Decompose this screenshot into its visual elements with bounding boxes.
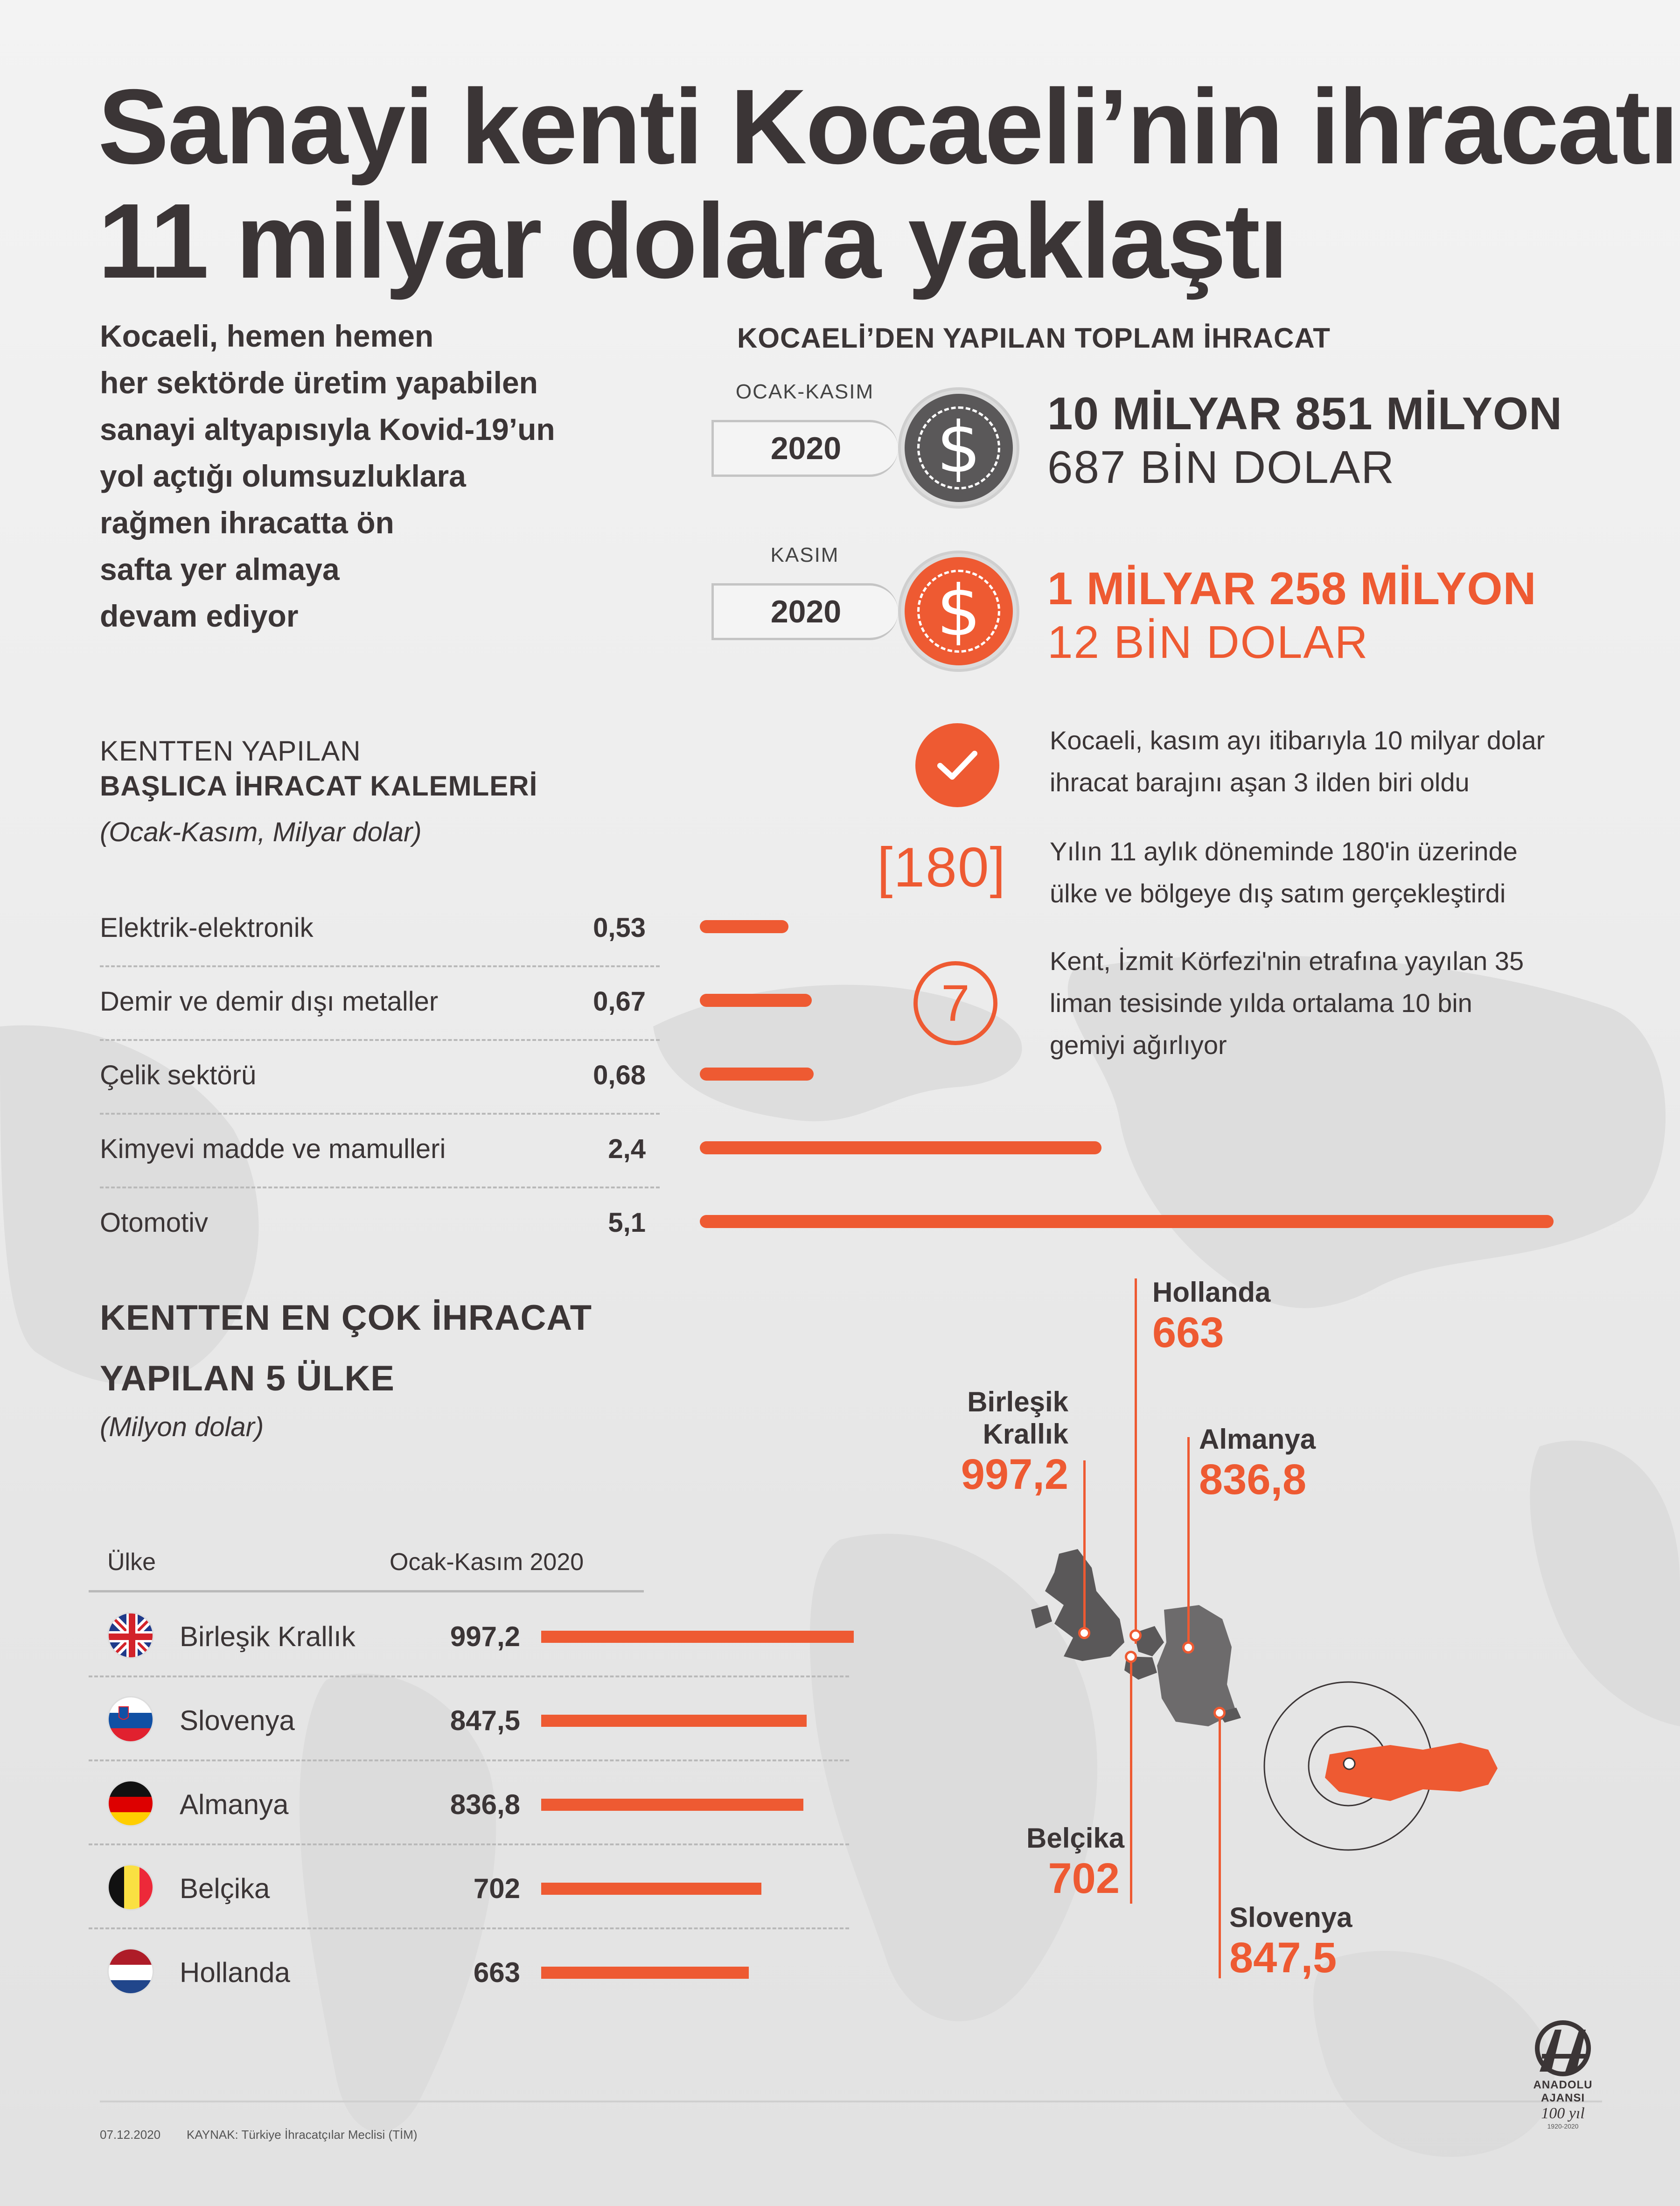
item-name: Otomotiv xyxy=(100,1208,209,1238)
items-chart-subtitle: (Ocak-Kasım, Milyar dolar) xyxy=(100,817,422,847)
belgium-flag-icon xyxy=(107,1864,154,1911)
page-title xyxy=(98,70,1678,299)
item-name: Elektrik-elektronik xyxy=(100,913,314,943)
country-name: Birleşik Krallık xyxy=(180,1621,356,1652)
intro-line: rağmen ihracatta ön xyxy=(100,505,394,540)
countries-chart-subtitle: (Milyon dolar) xyxy=(100,1412,264,1442)
callout-name: Almanya xyxy=(1199,1424,1316,1455)
dollar-symbol: $ xyxy=(917,406,1000,489)
callout-line-hollanda xyxy=(1135,1278,1137,1644)
callout-dot-uk xyxy=(1078,1627,1090,1639)
turkey-shape xyxy=(1325,1743,1498,1801)
germany-shape xyxy=(1157,1605,1236,1726)
year-pill: 2020 xyxy=(711,583,898,640)
uk-shape xyxy=(1031,1549,1124,1661)
callout-value: 836,8 xyxy=(1199,1456,1307,1503)
dollar-coin-orange-icon xyxy=(898,551,1019,672)
fact-line: gemiyi ağırlıyor xyxy=(1050,1030,1227,1060)
footer-date: 07.12.2020 xyxy=(100,2128,161,2142)
uk-flag-icon xyxy=(107,1612,154,1659)
items-chart-title-2: BAŞLICA İHRACAT KALEMLERİ xyxy=(100,770,538,802)
countries-title-line-2: YAPILAN 5 ÜLKE xyxy=(100,1359,395,1398)
item-bar xyxy=(700,1141,1101,1154)
callout-line-uk xyxy=(1083,1460,1086,1633)
intro-line: sanayi altyapısıyla Kovid-19’un xyxy=(100,412,555,447)
callout-hollanda xyxy=(1152,1276,1270,1357)
callout-dot-hollanda xyxy=(1129,1629,1142,1641)
item-bar xyxy=(700,920,788,933)
item-value: 2,4 xyxy=(608,1134,646,1164)
callout-name: Slovenya xyxy=(1229,1902,1352,1933)
europe-map xyxy=(1003,1530,1516,1857)
intro-line: yol açtığı olumsuzluklara xyxy=(100,459,466,493)
item-name: Demir ve demir dışı metaller xyxy=(100,986,439,1017)
country-row xyxy=(89,1929,849,2013)
item-value: 0,53 xyxy=(593,913,646,943)
title-line-1: Sanayi kenti Kocaeli’nin ihracatı xyxy=(98,68,1678,186)
callout-slovenya xyxy=(1229,1901,1352,1983)
callout-almanya xyxy=(1199,1423,1316,1504)
country-value: 997,2 xyxy=(450,1621,520,1652)
period-label: KASIM xyxy=(770,544,839,566)
check-mark-icon xyxy=(936,749,978,782)
item-bar xyxy=(700,994,812,1007)
title-line-2: 11 milyar dolara yaklaştı xyxy=(98,182,1287,300)
fact-line: liman tesisinde yılda ortalama 10 bin xyxy=(1050,988,1472,1018)
item-row xyxy=(100,1188,660,1262)
intro-line: her sektörde üretim yapabilen xyxy=(100,365,538,400)
country-row xyxy=(89,1761,849,1845)
country-value: 663 xyxy=(473,1957,520,1988)
dollar-coin-gray-icon xyxy=(898,387,1019,509)
country-bar xyxy=(541,1883,761,1895)
item-value: 0,67 xyxy=(593,986,646,1017)
period-label: OCAK-KASIM xyxy=(735,380,874,403)
country-value: 836,8 xyxy=(450,1789,520,1820)
callout-birlesik-krallik xyxy=(882,1386,1068,1499)
callout-value: 847,5 xyxy=(1229,1934,1337,1982)
country-bar xyxy=(541,1799,803,1811)
countries-chart-title xyxy=(100,1288,592,1409)
header-divider xyxy=(89,1590,644,1592)
item-row xyxy=(100,967,660,1041)
callout-value: 663 xyxy=(1152,1309,1224,1356)
intro-line: Kocaeli, hemen hemen xyxy=(100,319,434,353)
callout-dot-almanya xyxy=(1182,1641,1194,1654)
callout-name: Belçika xyxy=(1026,1822,1125,1854)
item-bar xyxy=(700,1068,814,1081)
fact-line: Kocaeli, kasım ayı itibarıyla 10 milyar dolar xyxy=(1050,726,1545,755)
callout-line-belcika xyxy=(1130,1656,1132,1904)
item-row xyxy=(100,1041,660,1115)
kocaeli-marker xyxy=(1344,1758,1355,1769)
item-value: 0,68 xyxy=(593,1060,646,1090)
check-icon xyxy=(915,723,999,807)
countries-title-line-1: KENTTEN EN ÇOK İHRACAT xyxy=(100,1298,593,1338)
callout-dot-slovenya xyxy=(1213,1707,1226,1719)
item-row xyxy=(100,1115,660,1188)
intro-paragraph xyxy=(100,313,613,639)
logo-anniversary: 100 yıl xyxy=(1541,2105,1585,2122)
fact-line: Yılın 11 aylık döneminde 180'in üzerinde xyxy=(1050,837,1518,866)
items-chart-title-1: KENTTEN YAPILAN xyxy=(100,735,361,767)
callout-line-almanya xyxy=(1187,1437,1190,1647)
intro-line: safta yer almaya xyxy=(100,552,340,586)
circle-number-icon: 7 xyxy=(913,961,997,1045)
country-bar xyxy=(541,1715,807,1727)
footer-source: KAYNAK: Türkiye İhracatçılar Meclisi (TİM) xyxy=(187,2128,418,2142)
netherlands-flag-icon xyxy=(107,1948,154,1995)
country-name: Almanya xyxy=(180,1789,289,1820)
anadolu-ajansi-logo xyxy=(1519,2020,1607,2130)
fact-text xyxy=(1050,831,1586,915)
logo-years: 1920-2020 xyxy=(1547,2122,1579,2130)
country-name: Hollanda xyxy=(180,1957,290,1988)
item-bar xyxy=(700,1215,1554,1228)
callout-dot-belcika xyxy=(1125,1651,1137,1663)
item-name: Kimyevi madde ve mamulleri xyxy=(100,1134,446,1164)
callout-value: 997,2 xyxy=(961,1451,1068,1498)
intro-line: devam ediyor xyxy=(100,599,299,633)
amount-line-2: 12 BİN DOLAR xyxy=(1047,616,1369,668)
bracket-number-icon: [180] xyxy=(877,836,1006,899)
amount-line-1: 1 MİLYAR 258 MİLYON xyxy=(1047,563,1537,614)
dollar-symbol: $ xyxy=(917,570,1000,653)
country-name: Belçika xyxy=(180,1873,270,1904)
country-row xyxy=(89,1593,849,1677)
item-row xyxy=(100,894,660,967)
callout-name: Hollanda xyxy=(1152,1277,1271,1308)
callout-value: 702 xyxy=(1048,1855,1120,1902)
slovenia-flag-icon xyxy=(107,1696,154,1743)
column-header-country: Ülke xyxy=(107,1549,156,1576)
footer-divider xyxy=(100,2101,1602,2102)
column-header-period: Ocak-Kasım 2020 xyxy=(390,1549,584,1576)
fact-line: Kent, İzmit Körfezi'nin etrafına yayılan 35 xyxy=(1050,946,1524,976)
country-row xyxy=(89,1677,849,1761)
fact-line: ihracat barajını aşan 3 ilden biri oldu xyxy=(1050,768,1470,797)
total-export-heading: KOCAELİ’DEN YAPILAN TOPLAM İHRACAT xyxy=(737,322,1331,354)
callout-name: Birleşik Krallık xyxy=(967,1386,1068,1450)
item-name: Çelik sektörü xyxy=(100,1060,257,1090)
fact-text xyxy=(1050,940,1586,1066)
aa-logo-icon xyxy=(1528,2020,1598,2076)
fact-line: ülke ve bölgeye dış satım gerçekleştirdi xyxy=(1050,879,1506,908)
country-row xyxy=(89,1845,849,1929)
item-value: 5,1 xyxy=(608,1208,646,1238)
country-value: 847,5 xyxy=(450,1705,520,1736)
country-bar xyxy=(541,1631,854,1643)
callout-line-slovenya xyxy=(1219,1712,1221,1978)
amount-line-1: 10 MİLYAR 851 MİLYON xyxy=(1047,388,1562,439)
year-pill: 2020 xyxy=(711,420,898,477)
germany-flag-icon xyxy=(107,1780,154,1827)
country-bar xyxy=(541,1967,749,1979)
country-value: 702 xyxy=(473,1873,520,1904)
logo-text: ANADOLU AJANSI xyxy=(1533,2079,1593,2104)
fact-text xyxy=(1050,719,1586,803)
callout-belcika xyxy=(1026,1822,1125,1903)
country-name: Slovenya xyxy=(180,1705,295,1736)
amount-line-2: 687 BİN DOLAR xyxy=(1047,441,1395,493)
